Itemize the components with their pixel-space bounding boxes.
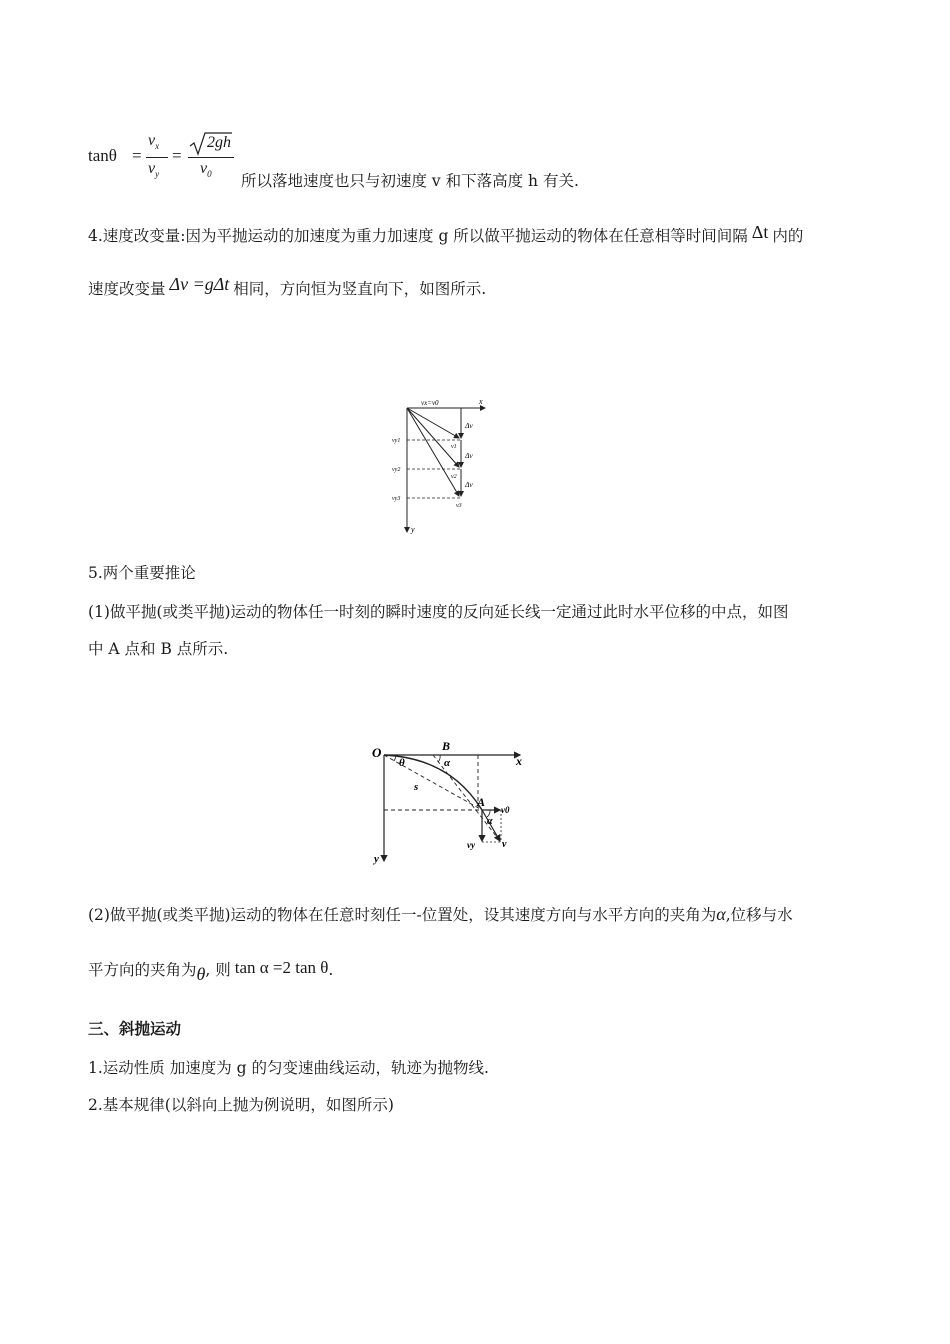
label-O: O [372, 745, 382, 760]
formula-eq2: = [172, 146, 182, 165]
label-v3: v3 [456, 503, 462, 509]
label-v1: v1 [451, 444, 457, 450]
label-alpha-low: α [487, 816, 493, 827]
formula-num2: 2gh [207, 134, 231, 151]
label-B: B [442, 739, 451, 753]
alpha-arc-top [438, 755, 440, 762]
section3-heading: 三、斜抛运动 [88, 1020, 182, 1038]
label-v0: v0 [501, 805, 510, 815]
formula1-text: 所以落地速度也只与初速度 v 和下落高度 h 有关. [241, 172, 579, 190]
label-x: x [516, 754, 522, 768]
label-y: y [411, 525, 415, 534]
item2-line2: 平方向的夹角为θ, 则 tan α =2 tan θ. [88, 958, 334, 984]
v2-vector [407, 408, 459, 467]
v3-vector [407, 408, 459, 496]
projectile-inference-diagram [370, 738, 530, 866]
formula-den1: $v_y$ [148, 160, 160, 180]
formula-num1: $v_x$ [148, 132, 160, 152]
fraction-bar-2 [188, 157, 234, 158]
label-alpha-top: α [444, 757, 451, 769]
v1-vector [407, 408, 459, 438]
label-vy3: vy3 [392, 496, 401, 502]
label-A: A [477, 795, 486, 809]
para4-line1: 4.速度改变量:因为平抛运动的加速度为重力加速度 g 所以做平抛运动的物体在任意相等时间间隔 Δt 内的 [88, 222, 804, 245]
label-vx-v0: vx=v0 [421, 399, 439, 407]
label-x: x [479, 397, 483, 406]
section5-title: 5.两个重要推论 [88, 564, 196, 582]
label-v: v [502, 839, 507, 850]
formula-den2: $v_0$ [200, 160, 212, 180]
label-vy: vy [467, 840, 475, 850]
para4-line2: 速度改变量 Δv =gΔt 相同，方向恒为竖直向下，如图所示. [88, 274, 487, 298]
label-v2: v2 [451, 474, 457, 480]
tan-theta-formula [88, 130, 258, 192]
label-y: y [374, 853, 379, 865]
label-s: s [414, 781, 419, 793]
label-vy2: vy2 [392, 467, 401, 473]
velocity-change-diagram [389, 396, 493, 538]
label-vy1: vy1 [392, 438, 401, 444]
fraction-bar-1 [146, 157, 168, 158]
label-dv2: Δv [465, 451, 473, 460]
label-dv3: Δv [465, 480, 473, 489]
formula-lhs: tanθ [88, 146, 117, 165]
label-theta: θ [399, 757, 405, 769]
section5-item1-line1: (1)做平抛(或类平抛)运动的物体任一时刻的瞬时速度的反向延长线一定通过此时水平位移的中点，如图 [88, 603, 789, 621]
formula-eq: = [132, 146, 142, 165]
section3-item2: 2.基本规律(以斜向上抛为例说明，如图所示) [88, 1096, 394, 1114]
label-dv1: Δv [465, 421, 473, 430]
item2-line1: (2)做平抛(或类平抛)运动的物体在任意时刻任一-位置处，设其速度方向与水平方向的夹角为α,位移与水 [88, 904, 793, 924]
section3-item1: 1.运动性质 加速度为 g 的匀变速曲线运动，轨迹为抛物线. [88, 1059, 489, 1077]
section5-item1-line2: 中 A 点和 B 点所示. [88, 640, 229, 658]
